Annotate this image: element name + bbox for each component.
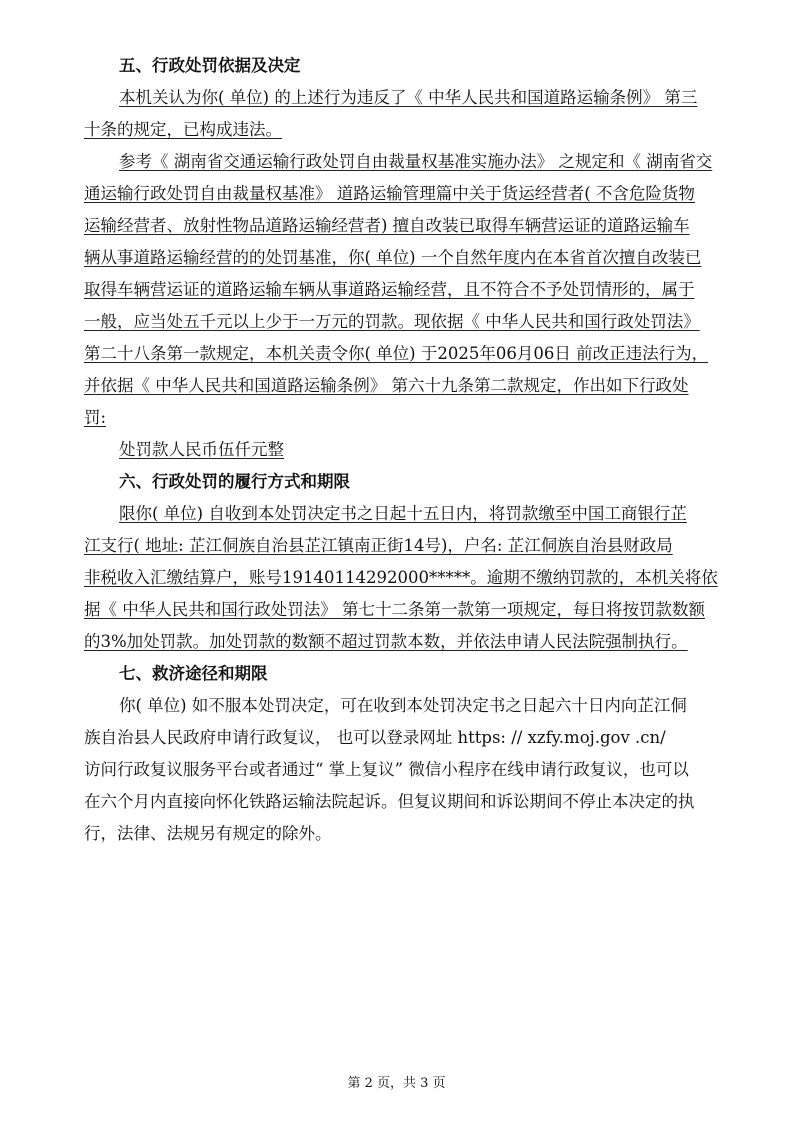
section-7-line-5: 行，法律、法规另有规定的除外。 [84,824,332,843]
section-5-line-5: 运输经营者、放射性物品道路运输经营者) 擅自改装已取得车辆营运证的道路运输车 [84,216,690,235]
section-5-line-6: 辆从事道路运输经营的的处罚基准，你( 单位) 一个自然年度内在本省首次擅自改装已 [84,248,702,267]
section-5-line-10: 并依据《 中华人民共和国道路运输条例》 第六十九条第二款规定，作出如下行政处 [84,376,689,395]
section-5-line-2: 十条的规定，已构成违法。 [84,120,282,139]
penalty-amount: 处罚款人民币伍仟元整 [119,440,284,459]
section-7-line-3: 访问行政复议服务平台或者通过“ 掌上复议” 微信小程序在线申请行政复议，也可以 [84,760,689,779]
section-6-heading: 六、行政处罚的履行方式和期限 [119,472,350,491]
section-5-heading: 五、行政处罚依据及决定 [119,56,301,75]
section-6-line-5: 的3%加处罚款。加处罚款的数额不超过罚款本数，并依法申请人民法院强制执行。 [84,632,688,651]
section-5-line-7: 取得车辆营运证的道路运输车辆从事道路运输经营，且不符合不予处罚情形的，属于 [84,280,695,299]
section-5-line-11: 罚: [84,408,107,427]
section-7-heading: 七、救济途径和期限 [119,664,268,683]
section-5-line-4: 通运输行政处罚自由裁量权基准》 道路运输管理篇中关于货运经营者( 不含危险货物 [84,184,695,203]
section-6-line-2: 江支行( 地址: 芷江侗族自治县芷江镇南正街14号)，户名: 芷江侗族自治县财政局 [84,536,673,555]
section-6-line-1: 限你( 单位) 自收到本处罚决定书之日起十五日内，将罚款缴至中国工商银行芷 [119,504,687,523]
section-6-line-4: 据《 中华人民共和国行政处罚法》 第七十二条第一款第一项规定，每日将按罚款数额 [84,600,705,619]
section-7-line-1: 你( 单位) 如不服本处罚决定，可在收到本处罚决定书之日起六十日内向芷江侗 [119,696,687,715]
section-5-line-3: 参考《 湖南省交通运输行政处罚自由裁量权基准实施办法》 之规定和《 湖南省交 [119,152,713,171]
page-number-footer: 第 2 页，共 3 页 [347,1076,446,1091]
section-5-line-8: 一般，应当处五千元以上少于一万元的罚款。现依据《 中华人民共和国行政处罚法》 [84,312,700,331]
section-5-line-1: 本机关认为你( 单位) 的上述行为违反了《 中华人民共和国道路运输条例》 第三 [119,88,698,107]
section-7-line-4: 在六个月内直接向怀化铁路运输法院起诉。但复议期间和诉讼期间不停止本决定的执 [84,792,695,811]
section-6-line-3: 非税收入汇缴结算户，账号19140114292000*****。逾期不缴纳罚款的，本机关将依 [84,568,718,587]
section-5-line-9: 第二十八条第一款规定，本机关责令你( 单位) 于2025年06月06日 前改正违法行为， [84,344,709,363]
section-7-line-2: 族自治县人民政府申请行政复议， 也可以登录网址 https: // xzfy.moj.gov .cn/ [84,728,666,747]
